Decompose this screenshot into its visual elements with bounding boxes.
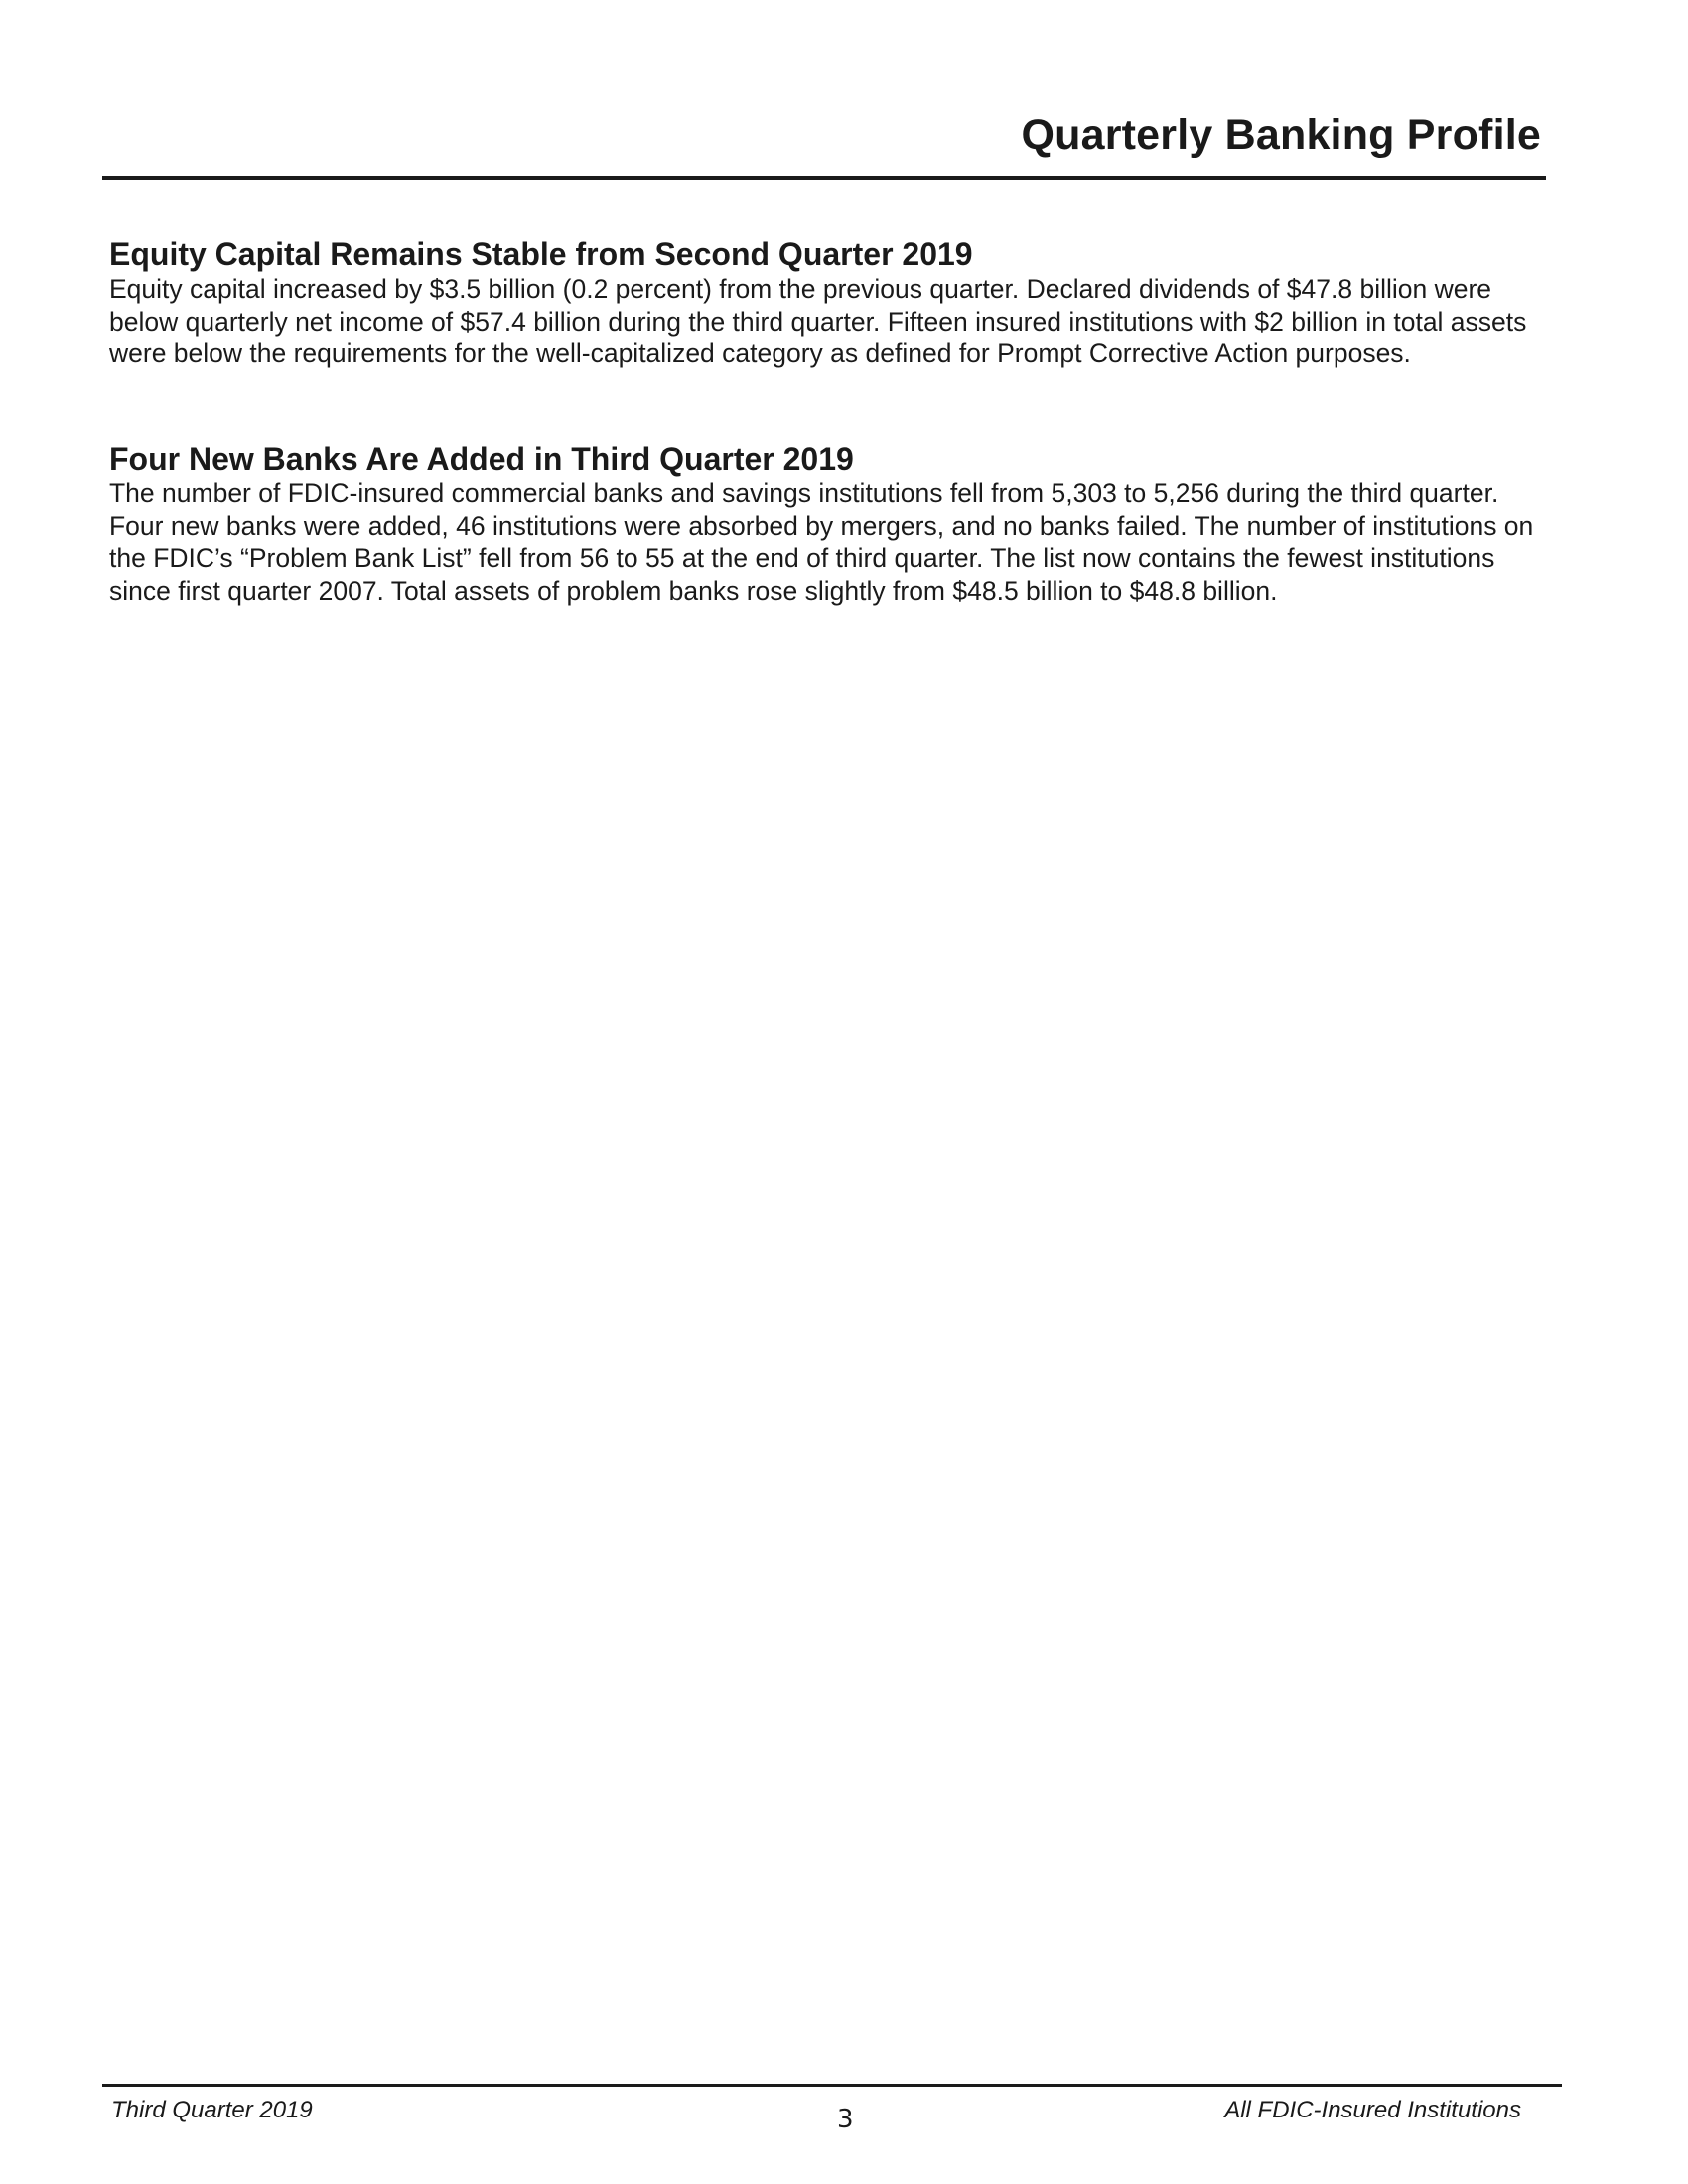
footer-divider: [102, 2084, 1562, 2087]
header-divider: [102, 176, 1546, 180]
page-title: Quarterly Banking Profile: [1021, 111, 1541, 159]
footer-scope: All FDIC-Insured Institutions: [1224, 2097, 1521, 2123]
section-equity-capital: [109, 235, 1539, 370]
section-body: The number of FDIC-insured commercial banks and savings institutions fell from 5,303 to 5,256 during the third quarter. Four new banks were added, 46 institutions were absorbed by mergers, and no banks failed. The number of institutions on the FDIC’s “Problem Bank List” fell from 56 to 55 at the end of third quarter. The list now contains the fewest institutions since first quarter 2007. Total assets of problem banks rose slightly from $48.5 billion to $48.8 billion.: [109, 478, 1534, 606]
section-heading: Four New Banks Are Added in Third Quarter 2019: [109, 441, 854, 477]
section-body: Equity capital increased by $3.5 billion (0.2 percent) from the previous quarter. Declared dividends of $47.8 billion were below quarterly net income of $57.4 billion during the third quarter. Fifteen insured institutions with $2 billion in total assets were below the requirements for the well-capitalized category as defined for Prompt Corrective Action purposes.: [109, 274, 1527, 368]
section-heading: Equity Capital Remains Stable from Second Quarter 2019: [109, 236, 973, 272]
page-number: 3: [837, 2105, 854, 2134]
section-new-banks: [109, 440, 1539, 607]
footer-period: Third Quarter 2019: [111, 2097, 313, 2123]
